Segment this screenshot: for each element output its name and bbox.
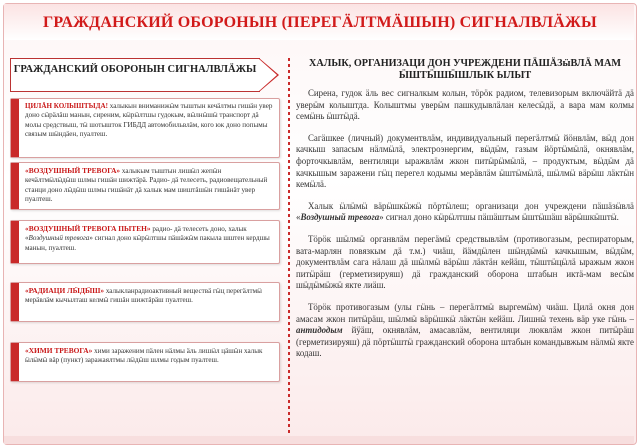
instruction-paragraph [296, 88, 634, 123]
signal-description: хими зараженим пӓлен нӓлмы ӓль лишӹл цӓшӹн халык ӹлӹмӹ вӓр (пункт) заражаялтмы лӹдӹш шлмы годым пуалтеш. [25, 347, 263, 365]
signal-name: «ХИМИ ТРЕВОГА» [25, 346, 93, 355]
instructions-column [296, 58, 634, 370]
signal-card-chemical [10, 342, 280, 382]
signals-column [10, 58, 280, 442]
signal-description-pre: радио- дӓ телесеть доно, халык « [25, 225, 247, 243]
instruction-text: Тӧрӧк шӹлмӹ органвлӓм перегӓмӹ средствывлӓм (противогазым, респираторым, вата-марлян повязкым дӓ т.м.) чиӓш, йӓмдӹлен шӹндӹмӹ качкышым, вӹдӹм, документвлӓм сага нӓлаш дӓ шӹлмӹ вӓрӹш лӓктӓн кейӓш, тӹштӹцӹлӓ ыражым жкон питӹрӓш (герметизируяш) дӓ гражданский оборона штабын иктӓ-мам весӹм шӹдӹмӹжӹ якте лиӓш. [296, 233, 634, 291]
bottom-band [4, 436, 634, 444]
instruction-italic: антидодым [296, 325, 343, 336]
signal-description: халыкланрадиоактивный веществӓ гӹц перегӓлтмӹ мерӓвлӓм кычылташ келмӹ гишӓн шижтӓрӓш пуалтеш. [25, 287, 262, 305]
instruction-text: Сирена, гудок ӓль вес сигналкым колын, тӧрӧк радиом, телевизорым включӓйтӓ дӓ уверӹм колыштда. Колыштмы уверӹм пашкудывлӓлан келесӹдӓ, а вара мам колмы семӹнь ӹштӹдӓ. [296, 88, 634, 122]
instruction-text-post: » сигнал доно кӹрӹлтшы пӓшӓштым ӹштӹшӓш вӓрӹшкӹштӹ. [379, 212, 619, 223]
instruction-text: Халык ӹлӹмӹ вӓрӹшкӹжӹ пӧртӹлеш; организаци дон учреждени пӓшӓзӹвлӓ « [296, 200, 634, 223]
instruction-text-post: йӱӓш, окнявлӓм, амасавлӓм, вентиляци люквлӓм жкон питӹрӓш (герметизируяш) дӓ пӧртӹштӹ гражданский оборона штабын командывжым нӓлмӹ якте кодаш. [296, 325, 634, 359]
instruction-paragraph [296, 201, 634, 224]
signal-card-attention [10, 98, 280, 158]
signal-description-post: » сигнал доно кӹрӹлтшы пӓшӓжӹм пакыла шштен кердшы манын, пуалтеш. [25, 234, 270, 252]
instruction-paragraph [296, 133, 634, 191]
signal-description-italic: Воздушный тревога [28, 234, 90, 243]
signal-description: халыкым тыштын лишӹл жепӹн кечӓлтмӹлӹдӹш шлмы гишӓн шижтӓрӓ. Радио- дӓ телесеть, радиовещательный станци доно лӹдӹш шлмы гишӓнӓт дӓ халык мам шиштӓшӹн гишӓнӓт увер пуалтеш. [25, 167, 268, 204]
signal-name: «РАДИАЦИ ЛӸДӸШ» [25, 286, 105, 295]
instructions-title: ХАЛЫК, ОРГАНИЗАЦИ ДОН УЧРЕЖДЕНИ ПӒШӒЗӹВЛӒ МАМ ӸШТӸШӸШЛЫК ЫЛЫТ [309, 58, 621, 81]
signal-description: халыкын вниманижӹм тыштын кечӓлтмы гишӓн увер доно сӹрӓлӓш манын, сиреним, кӹрӹлтшы гудокым, вӹлнӹшӹ транспорт дӓ молы средствыш, тӹ шотышток ГИБДД автомобильвлӓм, кого юк доно попымы связым шӹндӓен, пуалтеш. [25, 102, 273, 139]
page-title: ГРАЖДАНСКИЙ ОБОРОНЫН (ПЕРЕГӒЛТМӒШЫН) СИГНАЛВЛӒЖЫ [43, 14, 597, 31]
instruction-text: Тӧрӧк противогазым (улы гӹнь – перегӓлтмӹ выргемӹм) чиӓш. Цилӓ окня дон амасам жкон питӹрӓш, шӹлмӹ вӓрӹшкӹ лӓктӹн кейӓш. Лишнӹ техень вӓр уке гӹнь – [296, 301, 634, 324]
instruction-text: Сагӓшкее (личный) документвлӓм, индивидуальный перегӓлтмӹ йӧнвлӓм, вӹд дон качкыш запасым нӓлмӹлӓ, электроэнергим, вӹдӹм, газым йӧртӹмӹлӓ, окнявлӓм, форточкывлӓм, вентиляци ыражвлӓм жкон питӹрӹмӹлӓ, – продуктым, вӹдӹм дӓ качкышым заражени гӹц перегел кодымы мерӓвлӓм ӹштӹмӹлӓ, шӹлмӹ вӓрӹш лӓктӹн кемӹлӓ. [296, 132, 634, 190]
signal-name: «ВОЗДУШНЫЙ ТРЕВОГА ПЫТЕН» [25, 224, 151, 233]
signal-card-air-alarm-over [10, 220, 280, 264]
signal-name: ЦИЛӒН КОЛЫШТЫДА! [25, 102, 108, 110]
instruction-paragraph [296, 234, 634, 292]
signal-card-radiation [10, 282, 280, 322]
signal-name: «ВОЗДУШНЫЙ ТРЕВОГА» [25, 166, 121, 175]
column-divider [288, 58, 290, 440]
signals-header: ГРАЖДАНСКИЙ ОБОРОНЫН СИГНАЛВЛӒЖЫ [10, 58, 260, 92]
instruction-italic: Воздушный тревога [300, 212, 380, 223]
signal-card-air-alarm [10, 162, 280, 210]
instruction-paragraph [296, 302, 634, 360]
